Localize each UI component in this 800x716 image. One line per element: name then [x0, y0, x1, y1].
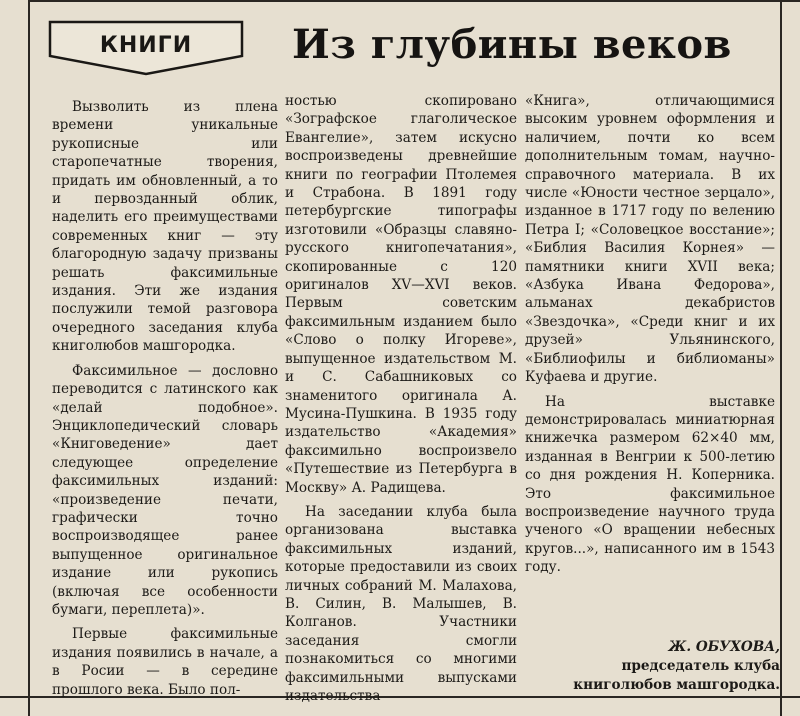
paragraph: На заседании клуба была организована выставка факсимильных изданий, которые предоставили из своих личных собраний М. Малахова, В. Силин, В. Малышев, В. Колганов. Участники заседания смогли познакомиться со многими факсимильными выпусками издательства — [285, 503, 517, 704]
paragraph: Первые факсимильные издания появились в начале, а в Росии — в середине прошлого века. Было пол- — [52, 626, 278, 698]
frame-right-rule — [780, 0, 782, 716]
frame-top-rule — [28, 0, 800, 2]
rubric-badge — [48, 20, 244, 76]
paragraph: Вызволить из плена времени уникальные рукописные или старопечатные творения, придать им обновленный, а то и первозданный облик, наделить его преимуществами современных книг — эту благородную задачу призваны решать факсимильные издания. Эти же издания послужили темой разговора очередного заседания клуба книголюбов машгородка. — [52, 99, 278, 355]
frame-left-rule — [28, 0, 30, 716]
author-role: председатель клуба книголюбов машгородка. — [573, 658, 780, 693]
article-column-1 — [52, 98, 278, 698]
article-title: Из глубины веков — [292, 21, 732, 68]
author-signature — [548, 638, 780, 695]
paragraph: «Книга», отличающимися высоким уровнем оформления и наличием, почти ко всем дополнительным томам, научно-справочного материала. В их числе «Юности честное зерцало», изданное в 1717 году по велению Петра I; «Соловецкое восстание»; «Библия Василия Корнея» — памятники книги XVII века; «Азбука Ивана Федорова», альманах декабристов «Звездочка», «Среди книг и их друзей» Ульянинского, «Библиофилы и библиоманы» Куфаева и другие. — [525, 93, 775, 386]
paragraph: На выставке демонстрировалась миниатюрная книжечка размером 62×40 мм, изданная в Венгрии к 500-летию со дня рождения Н. Коперника. Это факсимильное воспроизведение научного труда ученого «О вращении небесных кругов...», написанного им в 1543 году. — [525, 393, 775, 576]
paragraph: Факсимильное — дословно переводится с латинского как «делай подобное». Энциклопедический словарь «Книговедение» дает следующее определение факсимильных изданий: «произведение печати, графически точно воспроизводящее ранее выпущенное оригинальное издание или рукопись (включая все особенности бумаги, переплета)». — [52, 362, 278, 618]
author-name: Ж. ОБУХОВА, — [668, 639, 780, 655]
rubric-label: КНИГИ — [99, 33, 193, 58]
article-column-2 — [285, 92, 517, 704]
article-column-3 — [525, 92, 775, 692]
paragraph: ностью скопировано «Зографское глаголическое Евангелие», затем искусно воспроизведены древнейшие книги по географии Птолемея и Страбона. В 1891 году петербургские типографы изготовили «Образцы славяно-русского книгопечатания», скопированные с 120 оригиналов XV—XVI веков. Первым советским факсимильным изданием было «Слово о полку Игореве», выпущенное издательством М. и С. Сабашниковых со знаменитого оригинала А. Мусина-Пушкина. В 1935 году издательство «Академия» факсимильно воспроизвело «Путешествие из Петербурга в Москву» А. Радищева. — [285, 93, 517, 496]
